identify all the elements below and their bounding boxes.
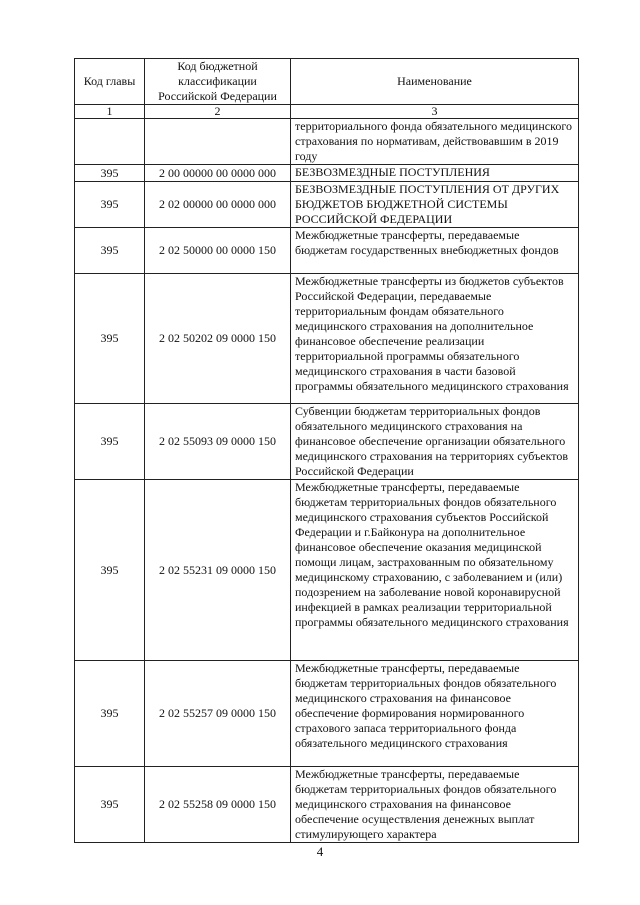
chapter-code-cell: 395 bbox=[75, 165, 145, 182]
budget-code-cell: 2 02 55258 09 0000 150 bbox=[145, 767, 291, 843]
budget-code-cell: 2 02 50202 09 0000 150 bbox=[145, 274, 291, 404]
table-row bbox=[75, 228, 579, 274]
header-name: Наименование bbox=[291, 59, 579, 105]
chapter-code-cell: 395 bbox=[75, 480, 145, 661]
chapter-code-cell bbox=[75, 119, 145, 165]
name-cell: БЕЗВОЗМЕЗДНЫЕ ПОСТУПЛЕНИЯ ОТ ДРУГИХ БЮДЖЕТОВ БЮДЖЕТНОЙ СИСТЕМЫ РОССИЙСКОЙ ФЕДЕРАЦИИ bbox=[291, 182, 579, 228]
budget-code-cell: 2 02 00000 00 0000 000 bbox=[145, 182, 291, 228]
budget-classification-table bbox=[74, 58, 579, 843]
table-row bbox=[75, 404, 579, 480]
name-cell: Субвенции бюджетам территориальных фондов обязательного медицинского страхования на финансовое обеспечение организации обязательного медицинского страхования на территориях субъектов Российской Федерации bbox=[291, 404, 579, 480]
chapter-code-cell: 395 bbox=[75, 661, 145, 767]
name-cell: БЕЗВОЗМЕЗДНЫЕ ПОСТУПЛЕНИЯ bbox=[291, 165, 579, 182]
name-cell: Межбюджетные трансферты, передаваемые бюджетам территориальных фондов обязательного медицинского страхования на финансовое обеспечение формирования нормированного страхового запаса территориального фонда обязательного медицинского страхования bbox=[291, 661, 579, 767]
name-cell: Межбюджетные трансферты, передаваемые бюджетам территориальных фондов обязательного медицинского страхования субъектов Российской Федерации и г.Байконура на дополнительное финансовое обеспечение оказания медицинской помощи лицам, застрахованным по обязательному медицинскому страхованию, с заболеванием и (или) подозрением на заболевание новой коронавирусной инфекцией в рамках реализации территориальной программы обязательного медицинского страхования bbox=[291, 480, 579, 661]
column-number-3: 3 bbox=[291, 105, 579, 119]
page-number: 4 bbox=[316, 844, 324, 859]
table-row bbox=[75, 767, 579, 843]
budget-code-cell: 2 02 55231 09 0000 150 bbox=[145, 480, 291, 661]
budget-code-cell: 2 02 55093 09 0000 150 bbox=[145, 404, 291, 480]
chapter-code-cell: 395 bbox=[75, 182, 145, 228]
table-row bbox=[75, 661, 579, 767]
table-row bbox=[75, 480, 579, 661]
table-column-number-row bbox=[75, 105, 579, 119]
budget-code-cell bbox=[145, 119, 291, 165]
chapter-code-cell: 395 bbox=[75, 228, 145, 274]
table-row bbox=[75, 274, 579, 404]
column-number-2: 2 bbox=[145, 105, 291, 119]
name-cell: Межбюджетные трансферты из бюджетов субъектов Российской Федерации, передаваемые территориальным фондам обязательного медицинского страхования на дополнительное финансовое обеспечение реализации территориальной программы обязательного медицинского страхования в части базовой программы обязательного медицинского страхования bbox=[291, 274, 579, 404]
table-header-row bbox=[75, 59, 579, 105]
name-cell: Межбюджетные трансферты, передаваемые бюджетам территориальных фондов обязательного медицинского страхования на финансовое обеспечение осуществления денежных выплат стимулирующего характера bbox=[291, 767, 579, 843]
chapter-code-cell: 395 bbox=[75, 767, 145, 843]
header-chapter-code: Код главы bbox=[75, 59, 145, 105]
chapter-code-cell: 395 bbox=[75, 404, 145, 480]
table-row bbox=[75, 119, 579, 165]
table-row bbox=[75, 182, 579, 228]
name-cell: территориального фонда обязательного медицинского страхования по нормативам, действовавшим в 2019 году bbox=[291, 119, 579, 165]
budget-code-cell: 2 02 50000 00 0000 150 bbox=[145, 228, 291, 274]
header-budget-code: Код бюджетной классификации Российской Федерации bbox=[145, 59, 291, 105]
column-number-1: 1 bbox=[75, 105, 145, 119]
table-row bbox=[75, 165, 579, 182]
budget-code-cell: 2 02 55257 09 0000 150 bbox=[145, 661, 291, 767]
name-cell: Межбюджетные трансферты, передаваемые бюджетам государственных внебюджетных фондов bbox=[291, 228, 579, 274]
chapter-code-cell: 395 bbox=[75, 274, 145, 404]
budget-code-cell: 2 00 00000 00 0000 000 bbox=[145, 165, 291, 182]
